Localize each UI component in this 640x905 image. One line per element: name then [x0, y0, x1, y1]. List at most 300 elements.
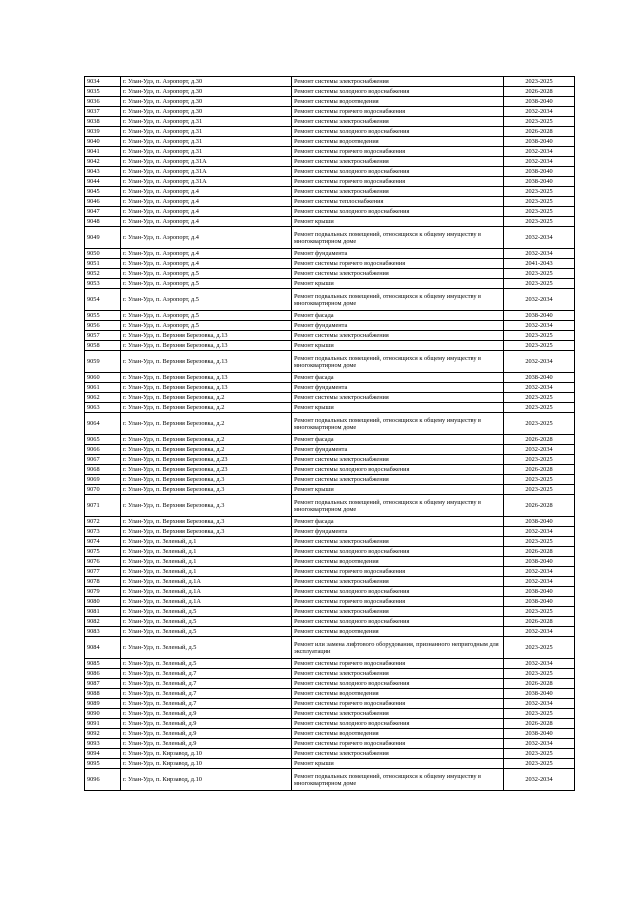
table-row — [85, 217, 575, 227]
table-row — [85, 157, 575, 167]
period-cell: 2023-2025 — [504, 197, 575, 207]
work-type-cell: Ремонт системы электроснабжения — [292, 77, 504, 87]
work-type-cell: Ремонт системы электроснабжения — [292, 187, 504, 197]
work-type-cell: Ремонт системы электроснабжения — [292, 455, 504, 465]
work-type-cell: Ремонт системы водоотведения — [292, 627, 504, 637]
repair-schedule-table — [84, 76, 575, 791]
address-cell: г. Улан-Удэ, п. Верхняя Березовка, д.13 — [121, 373, 292, 383]
table-row — [85, 587, 575, 597]
period-cell: 2023-2025 — [504, 117, 575, 127]
work-type-cell: Ремонт системы электроснабжения — [292, 537, 504, 547]
address-cell: г. Улан-Удэ, п. Верхняя Березовка, д.2 — [121, 393, 292, 403]
table-row — [85, 147, 575, 157]
work-type-cell: Ремонт системы горячего водоснабжения — [292, 597, 504, 607]
row-number-cell: 9063 — [85, 403, 121, 413]
period-cell: 2038-2040 — [504, 597, 575, 607]
period-cell: 2032-2034 — [504, 351, 575, 373]
work-type-cell: Ремонт системы горячего водоснабжения — [292, 147, 504, 157]
row-number-cell: 9040 — [85, 137, 121, 147]
period-cell: 2026-2028 — [504, 495, 575, 517]
address-cell: г. Улан-Удэ, п. Аэропорт, д.31А — [121, 177, 292, 187]
address-cell: г. Улан-Удэ, п. Аэропорт, д.31А — [121, 157, 292, 167]
row-number-cell: 9095 — [85, 759, 121, 769]
table-row — [85, 259, 575, 269]
table-row — [85, 197, 575, 207]
period-cell: 2026-2028 — [504, 547, 575, 557]
table-row — [85, 87, 575, 97]
address-cell: г. Улан-Удэ, п. Зеленый, д.1 — [121, 547, 292, 557]
period-cell: 2026-2028 — [504, 617, 575, 627]
period-cell: 2023-2025 — [504, 217, 575, 227]
table-row — [85, 167, 575, 177]
address-cell: г. Улан-Удэ, п. Аэропорт, д.30 — [121, 87, 292, 97]
period-cell: 2023-2025 — [504, 475, 575, 485]
table-row — [85, 759, 575, 769]
work-type-cell: Ремонт системы электроснабжения — [292, 269, 504, 279]
period-cell: 2026-2028 — [504, 465, 575, 475]
table-row — [85, 373, 575, 383]
work-type-cell: Ремонт системы теплоснабжения — [292, 197, 504, 207]
table-row — [85, 227, 575, 249]
row-number-cell: 9081 — [85, 607, 121, 617]
period-cell: 2032-2034 — [504, 567, 575, 577]
address-cell: г. Улан-Удэ, п. Аэропорт, д.31 — [121, 137, 292, 147]
table-row — [85, 659, 575, 669]
table-row — [85, 187, 575, 197]
table-row — [85, 527, 575, 537]
period-cell: 2038-2040 — [504, 729, 575, 739]
table-row — [85, 465, 575, 475]
row-number-cell: 9088 — [85, 689, 121, 699]
table-row — [85, 637, 575, 659]
table-row — [85, 689, 575, 699]
address-cell: г. Улан-Удэ, п. Зеленый, д.9 — [121, 739, 292, 749]
work-type-cell: Ремонт системы горячего водоснабжения — [292, 659, 504, 669]
table-row — [85, 577, 575, 587]
row-number-cell: 9075 — [85, 547, 121, 557]
address-cell: г. Улан-Удэ, п. Верхняя Березовка, д.23 — [121, 465, 292, 475]
period-cell: 2032-2034 — [504, 107, 575, 117]
table-row — [85, 679, 575, 689]
row-number-cell: 9055 — [85, 311, 121, 321]
row-number-cell: 9076 — [85, 557, 121, 567]
row-number-cell: 9065 — [85, 435, 121, 445]
row-number-cell: 9080 — [85, 597, 121, 607]
table-row — [85, 729, 575, 739]
work-type-cell: Ремонт системы холодного водоснабжения — [292, 679, 504, 689]
address-cell: г. Улан-Удэ, п. Аэропорт, д.4 — [121, 217, 292, 227]
address-cell: г. Улан-Удэ, п. Зеленый, д.5 — [121, 637, 292, 659]
address-cell: г. Улан-Удэ, п. Зеленый, д.9 — [121, 719, 292, 729]
row-number-cell: 9051 — [85, 259, 121, 269]
period-cell: 2026-2028 — [504, 127, 575, 137]
work-type-cell: Ремонт системы холодного водоснабжения — [292, 617, 504, 627]
period-cell: 2023-2025 — [504, 269, 575, 279]
period-cell: 2032-2034 — [504, 147, 575, 157]
row-number-cell: 9056 — [85, 321, 121, 331]
address-cell: г. Улан-Удэ, п. Аэропорт, д.4 — [121, 207, 292, 217]
work-type-cell: Ремонт подвальных помещений, относящихся к общему имуществу в многоквартирном доме — [292, 769, 504, 791]
work-type-cell: Ремонт фундамента — [292, 445, 504, 455]
work-type-cell: Ремонт фундамента — [292, 321, 504, 331]
table-row — [85, 617, 575, 627]
address-cell: г. Улан-Удэ, п. Аэропорт, д.5 — [121, 279, 292, 289]
period-cell: 2023-2025 — [504, 413, 575, 435]
address-cell: г. Улан-Удэ, п. Зеленый, д.7 — [121, 689, 292, 699]
table-row — [85, 669, 575, 679]
row-number-cell: 9096 — [85, 769, 121, 791]
table-row — [85, 495, 575, 517]
work-type-cell: Ремонт фасада — [292, 311, 504, 321]
address-cell: г. Улан-Удэ, п. Кирзавод, д.10 — [121, 749, 292, 759]
row-number-cell: 9071 — [85, 495, 121, 517]
row-number-cell: 9092 — [85, 729, 121, 739]
period-cell: 2032-2034 — [504, 249, 575, 259]
period-cell: 2026-2028 — [504, 679, 575, 689]
period-cell: 2038-2040 — [504, 557, 575, 567]
period-cell: 2023-2025 — [504, 759, 575, 769]
work-type-cell: Ремонт крыши — [292, 217, 504, 227]
period-cell: 2032-2034 — [504, 769, 575, 791]
row-number-cell: 9048 — [85, 217, 121, 227]
period-cell: 2032-2034 — [504, 577, 575, 587]
row-number-cell: 9068 — [85, 465, 121, 475]
document-page — [84, 76, 574, 791]
period-cell: 2023-2025 — [504, 709, 575, 719]
address-cell: г. Улан-Удэ, п. Зеленый, д.5 — [121, 617, 292, 627]
table-row — [85, 117, 575, 127]
work-type-cell: Ремонт системы горячего водоснабжения — [292, 177, 504, 187]
row-number-cell: 9046 — [85, 197, 121, 207]
period-cell: 2023-2025 — [504, 455, 575, 465]
row-number-cell: 9073 — [85, 527, 121, 537]
work-type-cell: Ремонт системы электроснабжения — [292, 393, 504, 403]
work-type-cell: Ремонт системы горячего водоснабжения — [292, 739, 504, 749]
work-type-cell: Ремонт системы электроснабжения — [292, 117, 504, 127]
period-cell: 2023-2025 — [504, 485, 575, 495]
work-type-cell: Ремонт системы электроснабжения — [292, 157, 504, 167]
period-cell: 2032-2034 — [504, 157, 575, 167]
period-cell: 2023-2025 — [504, 279, 575, 289]
period-cell: 2023-2025 — [504, 749, 575, 759]
work-type-cell: Ремонт системы холодного водоснабжения — [292, 465, 504, 475]
address-cell: г. Улан-Удэ, п. Верхняя Березовка, д.2 — [121, 435, 292, 445]
work-type-cell: Ремонт системы водоотведения — [292, 137, 504, 147]
row-number-cell: 9062 — [85, 393, 121, 403]
table-row — [85, 749, 575, 759]
period-cell: 2023-2025 — [504, 637, 575, 659]
address-cell: г. Улан-Удэ, п. Зеленый, д.5 — [121, 627, 292, 637]
period-cell: 2023-2025 — [504, 403, 575, 413]
table-row — [85, 351, 575, 373]
row-number-cell: 9050 — [85, 249, 121, 259]
work-type-cell: Ремонт крыши — [292, 485, 504, 495]
row-number-cell: 9058 — [85, 341, 121, 351]
table-body — [85, 77, 575, 791]
address-cell: г. Улан-Удэ, п. Зеленый, д.9 — [121, 729, 292, 739]
work-type-cell: Ремонт системы холодного водоснабжения — [292, 547, 504, 557]
period-cell: 2038-2040 — [504, 177, 575, 187]
work-type-cell: Ремонт подвальных помещений, относящихся к общему имуществу в многоквартирном доме — [292, 227, 504, 249]
period-cell: 2032-2034 — [504, 289, 575, 311]
work-type-cell: Ремонт подвальных помещений, относящихся к общему имуществу в многоквартирном доме — [292, 351, 504, 373]
row-number-cell: 9067 — [85, 455, 121, 465]
address-cell: г. Улан-Удэ, п. Зеленый, д.1А — [121, 597, 292, 607]
address-cell: г. Улан-Удэ, п. Зеленый, д.1А — [121, 577, 292, 587]
period-cell: 2026-2028 — [504, 87, 575, 97]
address-cell: г. Улан-Удэ, п. Верхняя Березовка, д.13 — [121, 383, 292, 393]
row-number-cell: 9084 — [85, 637, 121, 659]
work-type-cell: Ремонт системы горячего водоснабжения — [292, 107, 504, 117]
row-number-cell: 9086 — [85, 669, 121, 679]
period-cell: 2032-2034 — [504, 739, 575, 749]
address-cell: г. Улан-Удэ, п. Верхняя Березовка, д.23 — [121, 455, 292, 465]
period-cell: 2032-2034 — [504, 445, 575, 455]
period-cell: 2032-2034 — [504, 321, 575, 331]
address-cell: г. Улан-Удэ, п. Аэропорт, д.31А — [121, 167, 292, 177]
row-number-cell: 9079 — [85, 587, 121, 597]
work-type-cell: Ремонт системы водоотведения — [292, 557, 504, 567]
table-row — [85, 383, 575, 393]
row-number-cell: 9094 — [85, 749, 121, 759]
table-row — [85, 207, 575, 217]
work-type-cell: Ремонт системы водоотведения — [292, 729, 504, 739]
row-number-cell: 9066 — [85, 445, 121, 455]
table-row — [85, 709, 575, 719]
row-number-cell: 9083 — [85, 627, 121, 637]
period-cell: 2023-2025 — [504, 187, 575, 197]
row-number-cell: 9087 — [85, 679, 121, 689]
work-type-cell: Ремонт подвальных помещений, относящихся к общему имуществу в многоквартирном доме — [292, 289, 504, 311]
address-cell: г. Улан-Удэ, п. Зеленый, д.7 — [121, 679, 292, 689]
row-number-cell: 9042 — [85, 157, 121, 167]
period-cell: 2023-2025 — [504, 331, 575, 341]
table-row — [85, 547, 575, 557]
period-cell: 2038-2040 — [504, 587, 575, 597]
row-number-cell: 9072 — [85, 517, 121, 527]
row-number-cell: 9036 — [85, 97, 121, 107]
row-number-cell: 9059 — [85, 351, 121, 373]
table-row — [85, 557, 575, 567]
period-cell: 2023-2025 — [504, 341, 575, 351]
row-number-cell: 9038 — [85, 117, 121, 127]
work-type-cell: Ремонт крыши — [292, 341, 504, 351]
table-row — [85, 77, 575, 87]
period-cell: 2038-2040 — [504, 137, 575, 147]
table-row — [85, 249, 575, 259]
address-cell: г. Улан-Удэ, п. Верхняя Березовка, д.2 — [121, 445, 292, 455]
period-cell: 2038-2040 — [504, 517, 575, 527]
table-row — [85, 739, 575, 749]
table-row — [85, 403, 575, 413]
address-cell: г. Улан-Удэ, п. Верхняя Березовка, д.3 — [121, 527, 292, 537]
address-cell: г. Улан-Удэ, п. Аэропорт, д.5 — [121, 289, 292, 311]
address-cell: г. Улан-Удэ, п. Верхняя Березовка, д.13 — [121, 341, 292, 351]
address-cell: г. Улан-Удэ, п. Верхняя Березовка, д.3 — [121, 475, 292, 485]
row-number-cell: 9085 — [85, 659, 121, 669]
row-number-cell: 9034 — [85, 77, 121, 87]
row-number-cell: 9052 — [85, 269, 121, 279]
row-number-cell: 9035 — [85, 87, 121, 97]
table-row — [85, 107, 575, 117]
work-type-cell: Ремонт фасада — [292, 373, 504, 383]
row-number-cell: 9061 — [85, 383, 121, 393]
work-type-cell: Ремонт фасада — [292, 517, 504, 527]
work-type-cell: Ремонт системы холодного водоснабжения — [292, 587, 504, 597]
table-row — [85, 435, 575, 445]
address-cell: г. Улан-Удэ, п. Аэропорт, д.30 — [121, 107, 292, 117]
address-cell: г. Улан-Удэ, п. Аэропорт, д.5 — [121, 269, 292, 279]
row-number-cell: 9093 — [85, 739, 121, 749]
address-cell: г. Улан-Удэ, п. Аэропорт, д.31 — [121, 147, 292, 157]
table-row — [85, 393, 575, 403]
period-cell: 2032-2034 — [504, 627, 575, 637]
row-number-cell: 9077 — [85, 567, 121, 577]
address-cell: г. Улан-Удэ, п. Аэропорт, д.31 — [121, 117, 292, 127]
address-cell: г. Улан-Удэ, п. Кирзавод, д.10 — [121, 769, 292, 791]
address-cell: г. Улан-Удэ, п. Верхняя Березовка, д.3 — [121, 495, 292, 517]
period-cell: 2026-2028 — [504, 435, 575, 445]
work-type-cell: Ремонт системы горячего водоснабжения — [292, 259, 504, 269]
address-cell: г. Улан-Удэ, п. Зеленый, д.1А — [121, 587, 292, 597]
table-row — [85, 321, 575, 331]
work-type-cell: Ремонт системы электроснабжения — [292, 607, 504, 617]
work-type-cell: Ремонт крыши — [292, 759, 504, 769]
table-row — [85, 279, 575, 289]
table-row — [85, 719, 575, 729]
work-type-cell: Ремонт подвальных помещений, относящихся к общему имуществу в многоквартирном доме — [292, 413, 504, 435]
work-type-cell: Ремонт системы электроснабжения — [292, 749, 504, 759]
row-number-cell: 9064 — [85, 413, 121, 435]
table-row — [85, 627, 575, 637]
period-cell: 2032-2034 — [504, 527, 575, 537]
period-cell: 2038-2040 — [504, 311, 575, 321]
table-row — [85, 607, 575, 617]
row-number-cell: 9045 — [85, 187, 121, 197]
period-cell: 2023-2025 — [504, 669, 575, 679]
work-type-cell: Ремонт подвальных помещений, относящихся к общему имуществу в многоквартирном доме — [292, 495, 504, 517]
row-number-cell: 9091 — [85, 719, 121, 729]
table-row — [85, 413, 575, 435]
period-cell: 2032-2034 — [504, 227, 575, 249]
address-cell: г. Улан-Удэ, п. Зеленый, д.1 — [121, 537, 292, 547]
row-number-cell: 9060 — [85, 373, 121, 383]
address-cell: г. Улан-Удэ, п. Аэропорт, д.4 — [121, 259, 292, 269]
period-cell: 2023-2025 — [504, 537, 575, 547]
work-type-cell: Ремонт системы горячего водоснабжения — [292, 699, 504, 709]
table-row — [85, 445, 575, 455]
address-cell: г. Улан-Удэ, п. Аэропорт, д.4 — [121, 197, 292, 207]
address-cell: г. Улан-Удэ, п. Кирзавод, д.10 — [121, 759, 292, 769]
work-type-cell: Ремонт системы холодного водоснабжения — [292, 127, 504, 137]
address-cell: г. Улан-Удэ, п. Верхняя Березовка, д.2 — [121, 413, 292, 435]
row-number-cell: 9074 — [85, 537, 121, 547]
address-cell: г. Улан-Удэ, п. Аэропорт, д.4 — [121, 249, 292, 259]
address-cell: г. Улан-Удэ, п. Зеленый, д.5 — [121, 607, 292, 617]
address-cell: г. Улан-Удэ, п. Зеленый, д.5 — [121, 659, 292, 669]
table-row — [85, 567, 575, 577]
table-row — [85, 341, 575, 351]
address-cell: г. Улан-Удэ, п. Аэропорт, д.30 — [121, 97, 292, 107]
table-row — [85, 597, 575, 607]
period-cell: 2038-2040 — [504, 167, 575, 177]
work-type-cell: Ремонт фундамента — [292, 527, 504, 537]
period-cell: 2023-2025 — [504, 77, 575, 87]
row-number-cell: 9043 — [85, 167, 121, 177]
address-cell: г. Улан-Удэ, п. Аэропорт, д.30 — [121, 77, 292, 87]
table-row — [85, 289, 575, 311]
address-cell: г. Улан-Удэ, п. Аэропорт, д.5 — [121, 321, 292, 331]
address-cell: г. Улан-Удэ, п. Аэропорт, д.5 — [121, 311, 292, 321]
table-row — [85, 517, 575, 527]
table-row — [85, 177, 575, 187]
period-cell: 2032-2034 — [504, 383, 575, 393]
row-number-cell: 9044 — [85, 177, 121, 187]
table-row — [85, 537, 575, 547]
period-cell: 2023-2025 — [504, 393, 575, 403]
period-cell: 2023-2025 — [504, 607, 575, 617]
period-cell: 2032-2034 — [504, 699, 575, 709]
row-number-cell: 9090 — [85, 709, 121, 719]
table-row — [85, 311, 575, 321]
work-type-cell: Ремонт системы электроснабжения — [292, 331, 504, 341]
row-number-cell: 9057 — [85, 331, 121, 341]
work-type-cell: Ремонт системы горячего водоснабжения — [292, 567, 504, 577]
table-row — [85, 769, 575, 791]
address-cell: г. Улан-Удэ, п. Зеленый, д.1 — [121, 567, 292, 577]
address-cell: г. Улан-Удэ, п. Зеленый, д.7 — [121, 699, 292, 709]
row-number-cell: 9078 — [85, 577, 121, 587]
row-number-cell: 9049 — [85, 227, 121, 249]
row-number-cell: 9089 — [85, 699, 121, 709]
address-cell: г. Улан-Удэ, п. Аэропорт, д.31 — [121, 127, 292, 137]
work-type-cell: Ремонт системы электроснабжения — [292, 475, 504, 485]
work-type-cell: Ремонт системы водоотведения — [292, 689, 504, 699]
table-row — [85, 455, 575, 465]
row-number-cell: 9037 — [85, 107, 121, 117]
work-type-cell: Ремонт фундамента — [292, 249, 504, 259]
table-row — [85, 485, 575, 495]
address-cell: г. Улан-Удэ, п. Верхняя Березовка, д.13 — [121, 331, 292, 341]
period-cell: 2023-2025 — [504, 207, 575, 217]
period-cell: 2038-2040 — [504, 689, 575, 699]
table-row — [85, 97, 575, 107]
work-type-cell: Ремонт системы холодного водоснабжения — [292, 87, 504, 97]
period-cell: 2041-2043 — [504, 259, 575, 269]
row-number-cell: 9054 — [85, 289, 121, 311]
table-row — [85, 127, 575, 137]
work-type-cell: Ремонт фасада — [292, 435, 504, 445]
row-number-cell: 9082 — [85, 617, 121, 627]
work-type-cell: Ремонт системы холодного водоснабжения — [292, 167, 504, 177]
address-cell: г. Улан-Удэ, п. Аэропорт, д.4 — [121, 187, 292, 197]
table-row — [85, 331, 575, 341]
address-cell: г. Улан-Удэ, п. Аэропорт, д.4 — [121, 227, 292, 249]
table-row — [85, 269, 575, 279]
address-cell: г. Улан-Удэ, п. Верхняя Березовка, д.2 — [121, 403, 292, 413]
work-type-cell: Ремонт системы электроснабжения — [292, 669, 504, 679]
address-cell: г. Улан-Удэ, п. Верхняя Березовка, д.3 — [121, 517, 292, 527]
work-type-cell: Ремонт крыши — [292, 279, 504, 289]
row-number-cell: 9039 — [85, 127, 121, 137]
work-type-cell: Ремонт системы электроснабжения — [292, 577, 504, 587]
period-cell: 2026-2028 — [504, 719, 575, 729]
row-number-cell: 9070 — [85, 485, 121, 495]
work-type-cell: Ремонт системы холодного водоснабжения — [292, 207, 504, 217]
table-row — [85, 699, 575, 709]
address-cell: г. Улан-Удэ, п. Зеленый, д.7 — [121, 669, 292, 679]
row-number-cell: 9053 — [85, 279, 121, 289]
